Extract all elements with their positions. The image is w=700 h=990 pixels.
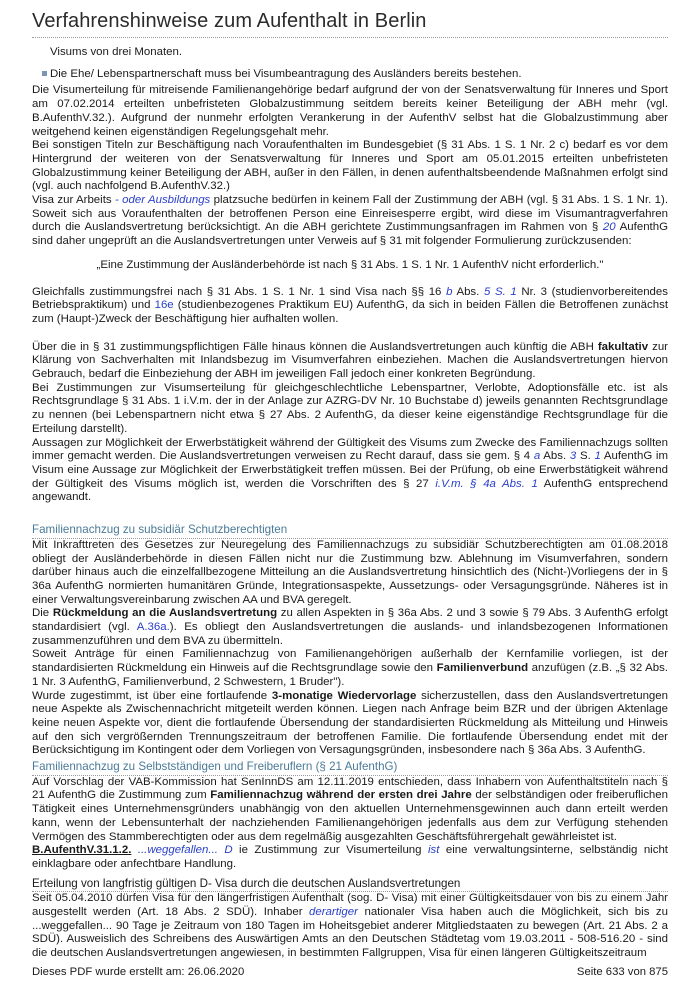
text: (studienbezogenes Praktikum EU) AufenthG, da sich in beiden Fällen die Betroffenen zunächst zum (Haupt-)Zweck der Beschäftigung hier aufhalten wollen. [32, 299, 669, 325]
paragraph-gleichgeschlecht: Bei Zustimmungen zur Visumserteilung für gleichgeschlechtliche Lebenspartner, Verlobte, Adoptionsfälle etc. ist als Rechtsgrundlage § 31 Abs. 1 i.V.m. der in der Anlage zur AZRG-DV Nr. 10 Buchstabe d) jeweils genannten Rechtsgrundlage zu nennen (bei Lebenspartnern nicht etwa § 27 Abs. 2 AufenthG, da dieser keine eigenständige Rechtsgrundlage für die Erteilung darstellt). [32, 381, 668, 435]
text: zu allen Aspekten in § 36a Abs. 2 und 3 sowie § 79 Abs. 3 AufenthG erfolgt standardisiert (vgl. [32, 607, 668, 634]
link-abs3[interactable]: 3 [569, 450, 577, 463]
text: Seit 05.04.2010 dürfen Visa für den längerfristigen Aufenthalt (sog. D- Visa) mit einer Gültigkeitsdauer von bis zu einem Jahr ausgestellt werden (Art. 18 Abs. 2 SDÜ). Inhaber [32, 892, 668, 919]
paragraph-inkraft: Mit Inkrafttreten des Gesetzes zur Neuregelung des Familiennachzugs zu subsidiär Schutzberechtigten am 01.08.2018 obliegt der Ausländerbehörde in diesen Fällen nicht nur die Zustimmung bzw. Ablehnung im Visumverfahren, sondern darüber hinaus auch die einzelfallbezogene Mitteilung an die Auslandsvertretung hinsichtlich des (Nicht-)Vorliegens der in § 36a AufenthG normierten humanitären Gründe, Integrationsaspekte, Aussetzungs- oder Versagungsgründe. Näheres ist in einer Verwaltungsvereinbarung zwischen AA und BVA geregelt. [32, 538, 668, 606]
bold-familienverbund: Familienverbund [436, 662, 529, 675]
paragraph-sonstige: Bei sonstigen Titeln zur Beschäftigung nach Voraufenthalten im Bundesgebiet (§ 31 Abs. 1 S. 1 Nr. 2 c) bedarf es vor dem Hintergrund der weiteren von der Senatsverwaltung für Inneres und Sport am 05.01.2015 erteilten unbefristeten Globalzustimmung keiner Beteiligung der ABH, außer in den Fällen, in denen aufenthaltsbeendende Maßnahmen erfolgt sind (vgl. auch nachfolgend B.AufenthV.32.) [32, 139, 668, 193]
paragraph-vorschlag [32, 776, 668, 845]
paragraph-arbeit [32, 194, 668, 249]
bold-fakultativ: fakultativ [597, 340, 649, 353]
text: Aussagen zur Möglichkeit der Erwerbstätigkeit während der Gültigkeit des Visums zum Zwecke des Familiennachzugs sollten immer gemacht werden. Die Auslandsvertretungen verweisen zu Recht darauf, dass sie gem. § 4 [32, 436, 668, 463]
text: Wurde zugestimmt, ist über eine fortlaufende [32, 689, 272, 702]
link-weggefallen[interactable]: ...weggefallen... D [137, 844, 233, 857]
text: Über die in § 31 zustimmungspflichtigen Fälle hinaus können die Auslandsvertretungen auch künftig die ABH [32, 340, 598, 353]
link-ausbildung[interactable]: - oder Ausbildungs [114, 194, 211, 207]
footer-created-date: Dieses PDF wurde erstellt am: 26.06.2020 [32, 966, 245, 978]
text: zur Klärung von Sachverhalten mit Inlandsbezug im Visumverfahren einbeziehen. Machen die Auslandsvertretungen hiervon Gebrauch, bedarf die Einbeziehung der ABH im jeweiligen Fall jedoch einer konkreten Begründung. [32, 340, 668, 381]
link-derartiger[interactable]: derartiger [309, 906, 358, 919]
bullet-item [32, 68, 668, 82]
text: sicherzustellen, dass den Auslandsvertretungen neue Aspekte als Zwischennachricht mitgeteilt werden können. Liegen nach Anfrage beim BZR und der übrigen Aktenlage keine neuen Aspekte vor, dient die fortlaufende Übersendung der standardisierten Rückmeldung als Mitteilung und Hinweis auf den sich vergrößernden Trennungszeitraum der betroffenen Familie. Die fortlaufende Übersendung endet mit der Berücksichtigung im Kontingent oder dem Vorliegen von Versagungsgründen, insbesondere nach § 36a Abs. 3 AufenthG. [32, 689, 669, 757]
link-s1[interactable]: 1 [594, 450, 601, 463]
text: Visa zur Arbeits [32, 194, 115, 207]
paragraph-wurde [32, 690, 668, 759]
visum-line: Visums von drei Monaten. [50, 46, 183, 58]
link-16e[interactable]: 16e [154, 299, 174, 312]
text: Abs. [540, 450, 570, 463]
bold-erste-drei-jahre: Familiennachzug während der ersten drei Jahre [210, 789, 472, 802]
paragraph-b3112 [32, 844, 668, 871]
paragraph-aussagen [32, 437, 668, 506]
text: AufenthG entsprechend angewandt. [32, 477, 668, 504]
page-header [32, 10, 668, 38]
text: eine verwaltungsinterne, selbständig nicht einklagbare oder anfechtbare Handlung. [32, 844, 668, 870]
page-title: Verfahrenshinweise zum Aufenthalt in Berlin [32, 10, 427, 32]
link-a36a[interactable]: A.36a. [136, 621, 170, 634]
bullet-square-icon [42, 71, 47, 76]
link-5s1[interactable]: 5 S. 1 [483, 285, 517, 298]
link-paragraph-20[interactable]: 20 [602, 221, 616, 234]
bold-rueckmeldung: Rückmeldung an die Auslandsvertretung [52, 607, 278, 620]
paragraph-rueckmeldung [32, 607, 668, 648]
bullet-text: Die Ehe/ Lebenspartnerschaft muss bei Visumbeantragung des Ausländers bereits bestehen. [50, 67, 522, 80]
quote-formulierung: „Eine Zustimmung der Ausländerbehörde ist nach § 31 Abs. 1 S. 1 Nr. 1 AufenthV nicht erforderlich." [96, 258, 604, 271]
section-heading-d-visa: Erteilung von langfristig gültigen D- Visa durch die deutschen Auslandsvertretungen [32, 875, 668, 893]
text: S. [576, 450, 595, 463]
text: Gleichfalls zustimmungsfrei nach § 31 Abs. 1 S. 1 Nr. 1 sind Visa nach §§ 16 [32, 285, 447, 298]
text: Auf Vorschlag der VAB-Kommission hat SenInnDS am 12.11.2019 entschieden, dass Inhabern von Aufenthaltstiteln nach § 21 AufenthG die Zustimmung zum [32, 775, 668, 802]
text: Nr. 3 (studienvorbereitendes Betriebspraktikum) und [32, 285, 668, 312]
link-ivm-4a[interactable]: i.V.m. § 4a Abs. 1 [435, 477, 538, 490]
text: ie Zustimmung zur Visumerteilung [232, 844, 428, 857]
section-heading-subsidiaer: Familiennachzug zu subsidiär Schutzberechtigten [32, 521, 668, 539]
text: Die [32, 607, 53, 620]
document-body [32, 46, 668, 961]
text: Abs. [452, 285, 484, 298]
text: anzufügen (z.B. „§ 32 Abs. 1 Nr. 3 AufenthG, Familienverbund, 2 Schwestern, 1 Bruder"). [32, 662, 668, 688]
text: platzsuche bedürfen in keinem Fall der Zustimmung der ABH (vgl. § 31 Abs. 1 S. 1 Nr. 1). Soweit sich aus Voraufenthalten der betroffenen Person eine Einreisesperre ergibt, wird diese im Visumantragverfahren durch die Auslandsvertretung berücksichtigt. An die ABH gerichtete Zustimmungsanfragen im Rahmen von § [32, 194, 668, 234]
text: nationaler Visa haben auch die Möglichkeit, sich bis zu ...weggefallen... 90 Tage je Zeitraum von 180 Tagen im Hoheitsgebiet anderer Mitgliedstaaten zu bewegen (Art. 21 Abs. 2 a SDÜ). Ausweislich des Schreibens des Auswärtigen Amts an den Deutschen Städtetag vom 19.03.2011 - 508-516.20 - sind die deutschen Auslandsvertretungen angewiesen, in bestimmten Fallgruppen, Visa für einen längeren Gültigkeitszeitraum [32, 906, 668, 960]
bold-wiedervorlage: 3-monatige Wiedervorlage [271, 689, 417, 702]
paragraph-d-visa [32, 892, 668, 961]
text: AufenthG im Visum eine Aussage zur Möglichkeit der Erwerbstätigkeit treffen müssen. Bei der Prüfung, ob eine Erwerbstätigkeit während der Gültigkeit des Visums möglich ist, werden die Vorschriften des § 27 [32, 450, 668, 490]
text: Soweit Anträge für einen Familiennachzug von Familienangehörigen außerhalb der Kernfamilie vorliegen, ist der standardisierten Rückmeldung ein Hinweis auf die Rechtsgrundlage sowie den [32, 648, 668, 675]
bold-b-aufenthv-31-1-2: B.AufenthV.31.1.2. [32, 844, 132, 857]
paragraph-soweit [32, 648, 668, 689]
link-16b[interactable]: b [446, 285, 453, 298]
text: der selbständigen oder freiberuflichen Tätigkeit eines Unternehmensgründers unabhängig von den aktuellen Unternehmensgewinnen auch dann erteilt werden kann, wenn der Lebensunterhalt der nachziehenden Familienangehörigen jedenfalls aus dem zur Verfügung stehenden Vermögen des Stammberechtigten oder aus dem regelmäßig ausgezahlten Geschäftsführergehalt gewährleistet ist. [32, 789, 669, 843]
link-ist[interactable]: ist [427, 844, 440, 857]
section-heading-selbststaendige: Familiennachzug zu Selbstständigen und Freiberuflern (§ 21 AufenthG) [32, 758, 668, 776]
text: AufenthG sind daher ungeprüft an die Auslandsvertretungen unter Verweis auf § 31 mit folgender Formulierung zurückzusenden: [32, 221, 668, 248]
footer-page-number: Seite 633 von 875 [576, 966, 668, 978]
text: ). Es obliegt den Auslandsvertretungen die auslands- und inlandsbezogenen Informationen zusammenzuführen und dem BVA zu übermitteln. [32, 621, 668, 647]
paragraph-familien: Die Visumerteilung für mitreisende Familienangehörige bedarf aufgrund der von der Senatsverwaltung für Inneres und Sport am 07.02.2014 erteilten unbefristeten Globalzustimmung seitdem bereits keiner Beteiligung der ABH mehr (vgl. B.AufenthV.32.). Aufgrund der nunmehr erfolgten Verankerung in der AufenthV selbst hat die Globalzustimmung aber weitgehend keinen eigenständigen Regelungsgehalt mehr. [32, 84, 668, 138]
link-4a[interactable]: a [533, 450, 541, 463]
paragraph-gleichfalls [32, 286, 668, 327]
paragraph-fakultativ [32, 341, 668, 382]
